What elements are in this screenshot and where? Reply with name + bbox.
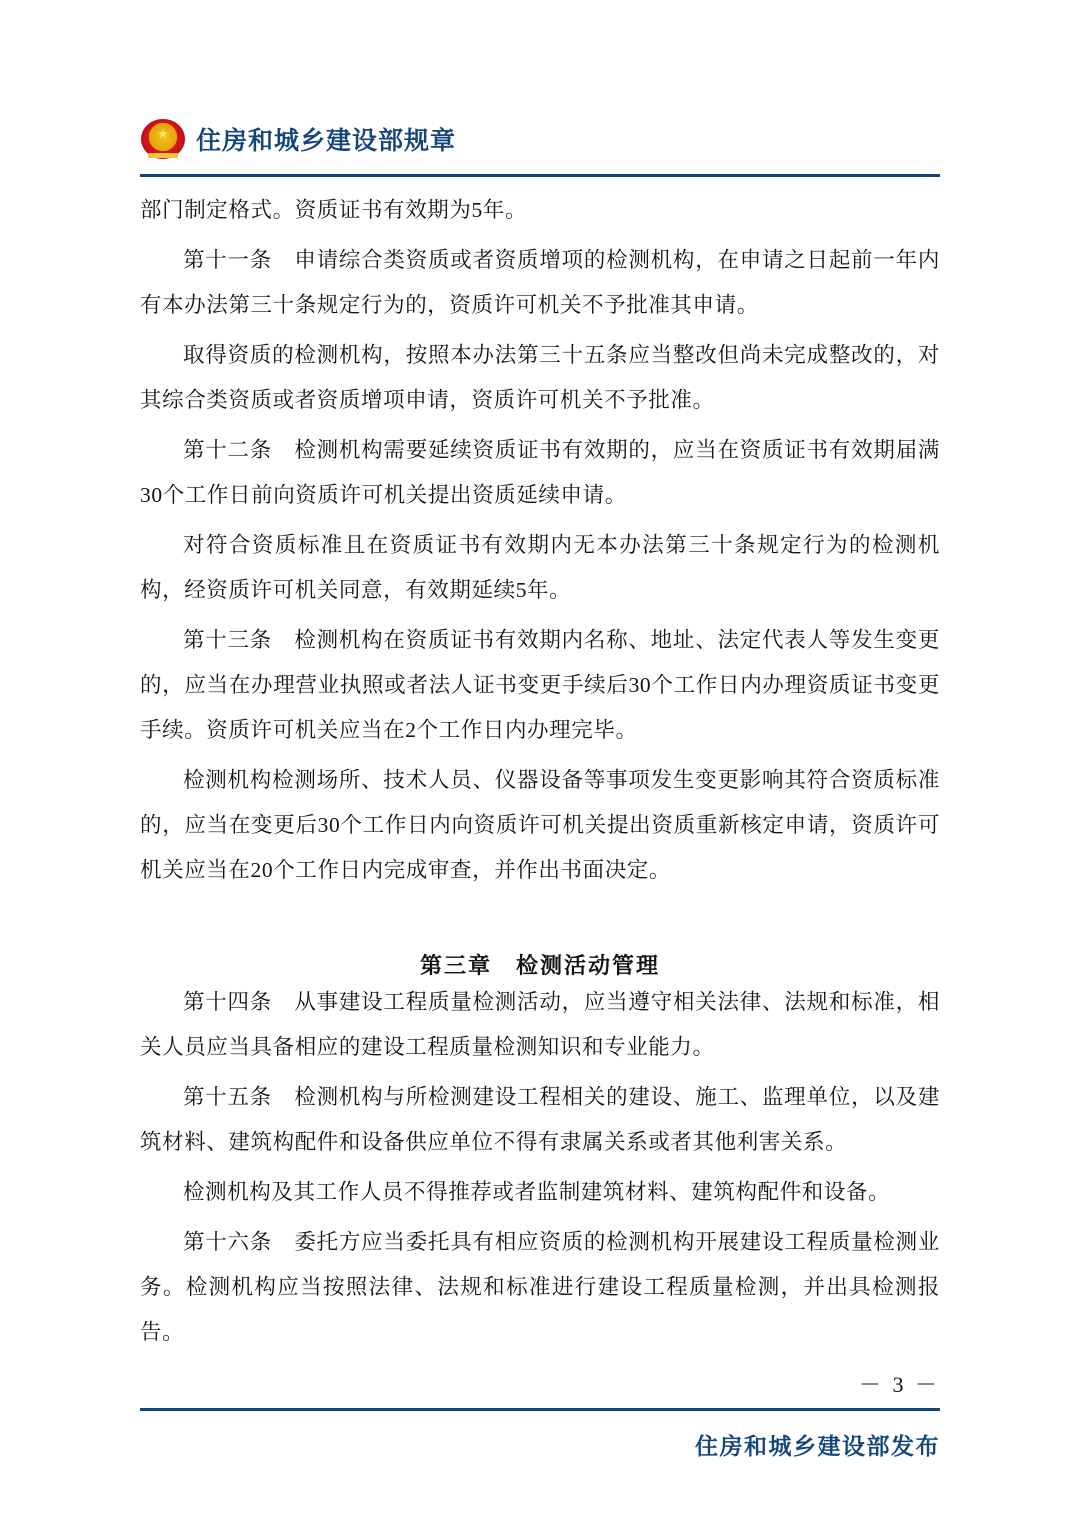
national-emblem-icon: [140, 116, 186, 162]
document-body: [140, 188, 940, 1360]
chapter-heading: 第三章 检测活动管理: [419, 954, 660, 979]
emblem-base-bar: [148, 153, 178, 158]
emblem-star: ★: [157, 126, 169, 141]
paragraph: 第十一条 申请综合类资质或者资质增项的检测机构，在申请之日起前一年内有本办法第三十条规定行为的，资质许可机关不予批准其申请。: [140, 248, 940, 317]
paragraph: 第十六条 委托方应当委托具有相应资质的检测机构开展建设工程质量检测业务。检测机构应当按照法律、法规和标准进行建设工程质量检测，并出具检测报告。: [140, 1230, 940, 1344]
paragraph: 检测机构检测场所、技术人员、仪器设备等事项发生变更影响其符合资质标准的，应当在变更后30个工作日内向资质许可机关提出资质重新核定申请，资质许可机关应当在20个工作日内完成审查，并作出书面决定。: [140, 768, 940, 882]
page-header: [140, 108, 940, 170]
paragraph: 第十五条 检测机构与所检测建设工程相关的建设、施工、监理单位，以及建筑材料、建筑构配件和设备供应单位不得有隶属关系或者其他利害关系。: [140, 1085, 940, 1154]
paragraph: 对符合资质标准且在资质证书有效期内无本办法第三十条规定行为的检测机构，经资质许可机关同意，有效期延续5年。: [140, 533, 940, 602]
publisher-label: 住房和城乡建设部发布: [695, 1434, 940, 1460]
footer-divider: [140, 1408, 940, 1411]
paragraph: 第十三条 检测机构在资质证书有效期内名称、地址、法定代表人等发生变更的，应当在办理营业执照或者法人证书变更手续后30个工作日内办理资质证书变更手续。资质许可机关应当在2个工作日内办理完毕。: [140, 628, 940, 742]
paragraph: 部门制定格式。资质证书有效期为5年。: [140, 198, 528, 222]
paragraph: 检测机构及其工作人员不得推荐或者监制建筑材料、建筑构配件和设备。: [183, 1180, 891, 1204]
header-title: 住房和城乡建设部规章: [196, 126, 457, 155]
paragraph: 第十四条 从事建设工程质量检测活动，应当遵守相关法律、法规和标准，相关人员应当具备相应的建设工程质量检测知识和专业能力。: [140, 990, 940, 1059]
page-number: － 3 －: [858, 1372, 940, 1397]
header-divider: [140, 174, 940, 177]
paragraph: 第十二条 检测机构需要延续资质证书有效期的，应当在资质证书有效期届满30个工作日前向资质许可机关提出资质延续申请。: [140, 438, 940, 507]
paragraph: 取得资质的检测机构，按照本办法第三十五条应当整改但尚未完成整改的，对其综合类资质或者资质增项申请，资质许可机关不予批准。: [140, 343, 940, 412]
